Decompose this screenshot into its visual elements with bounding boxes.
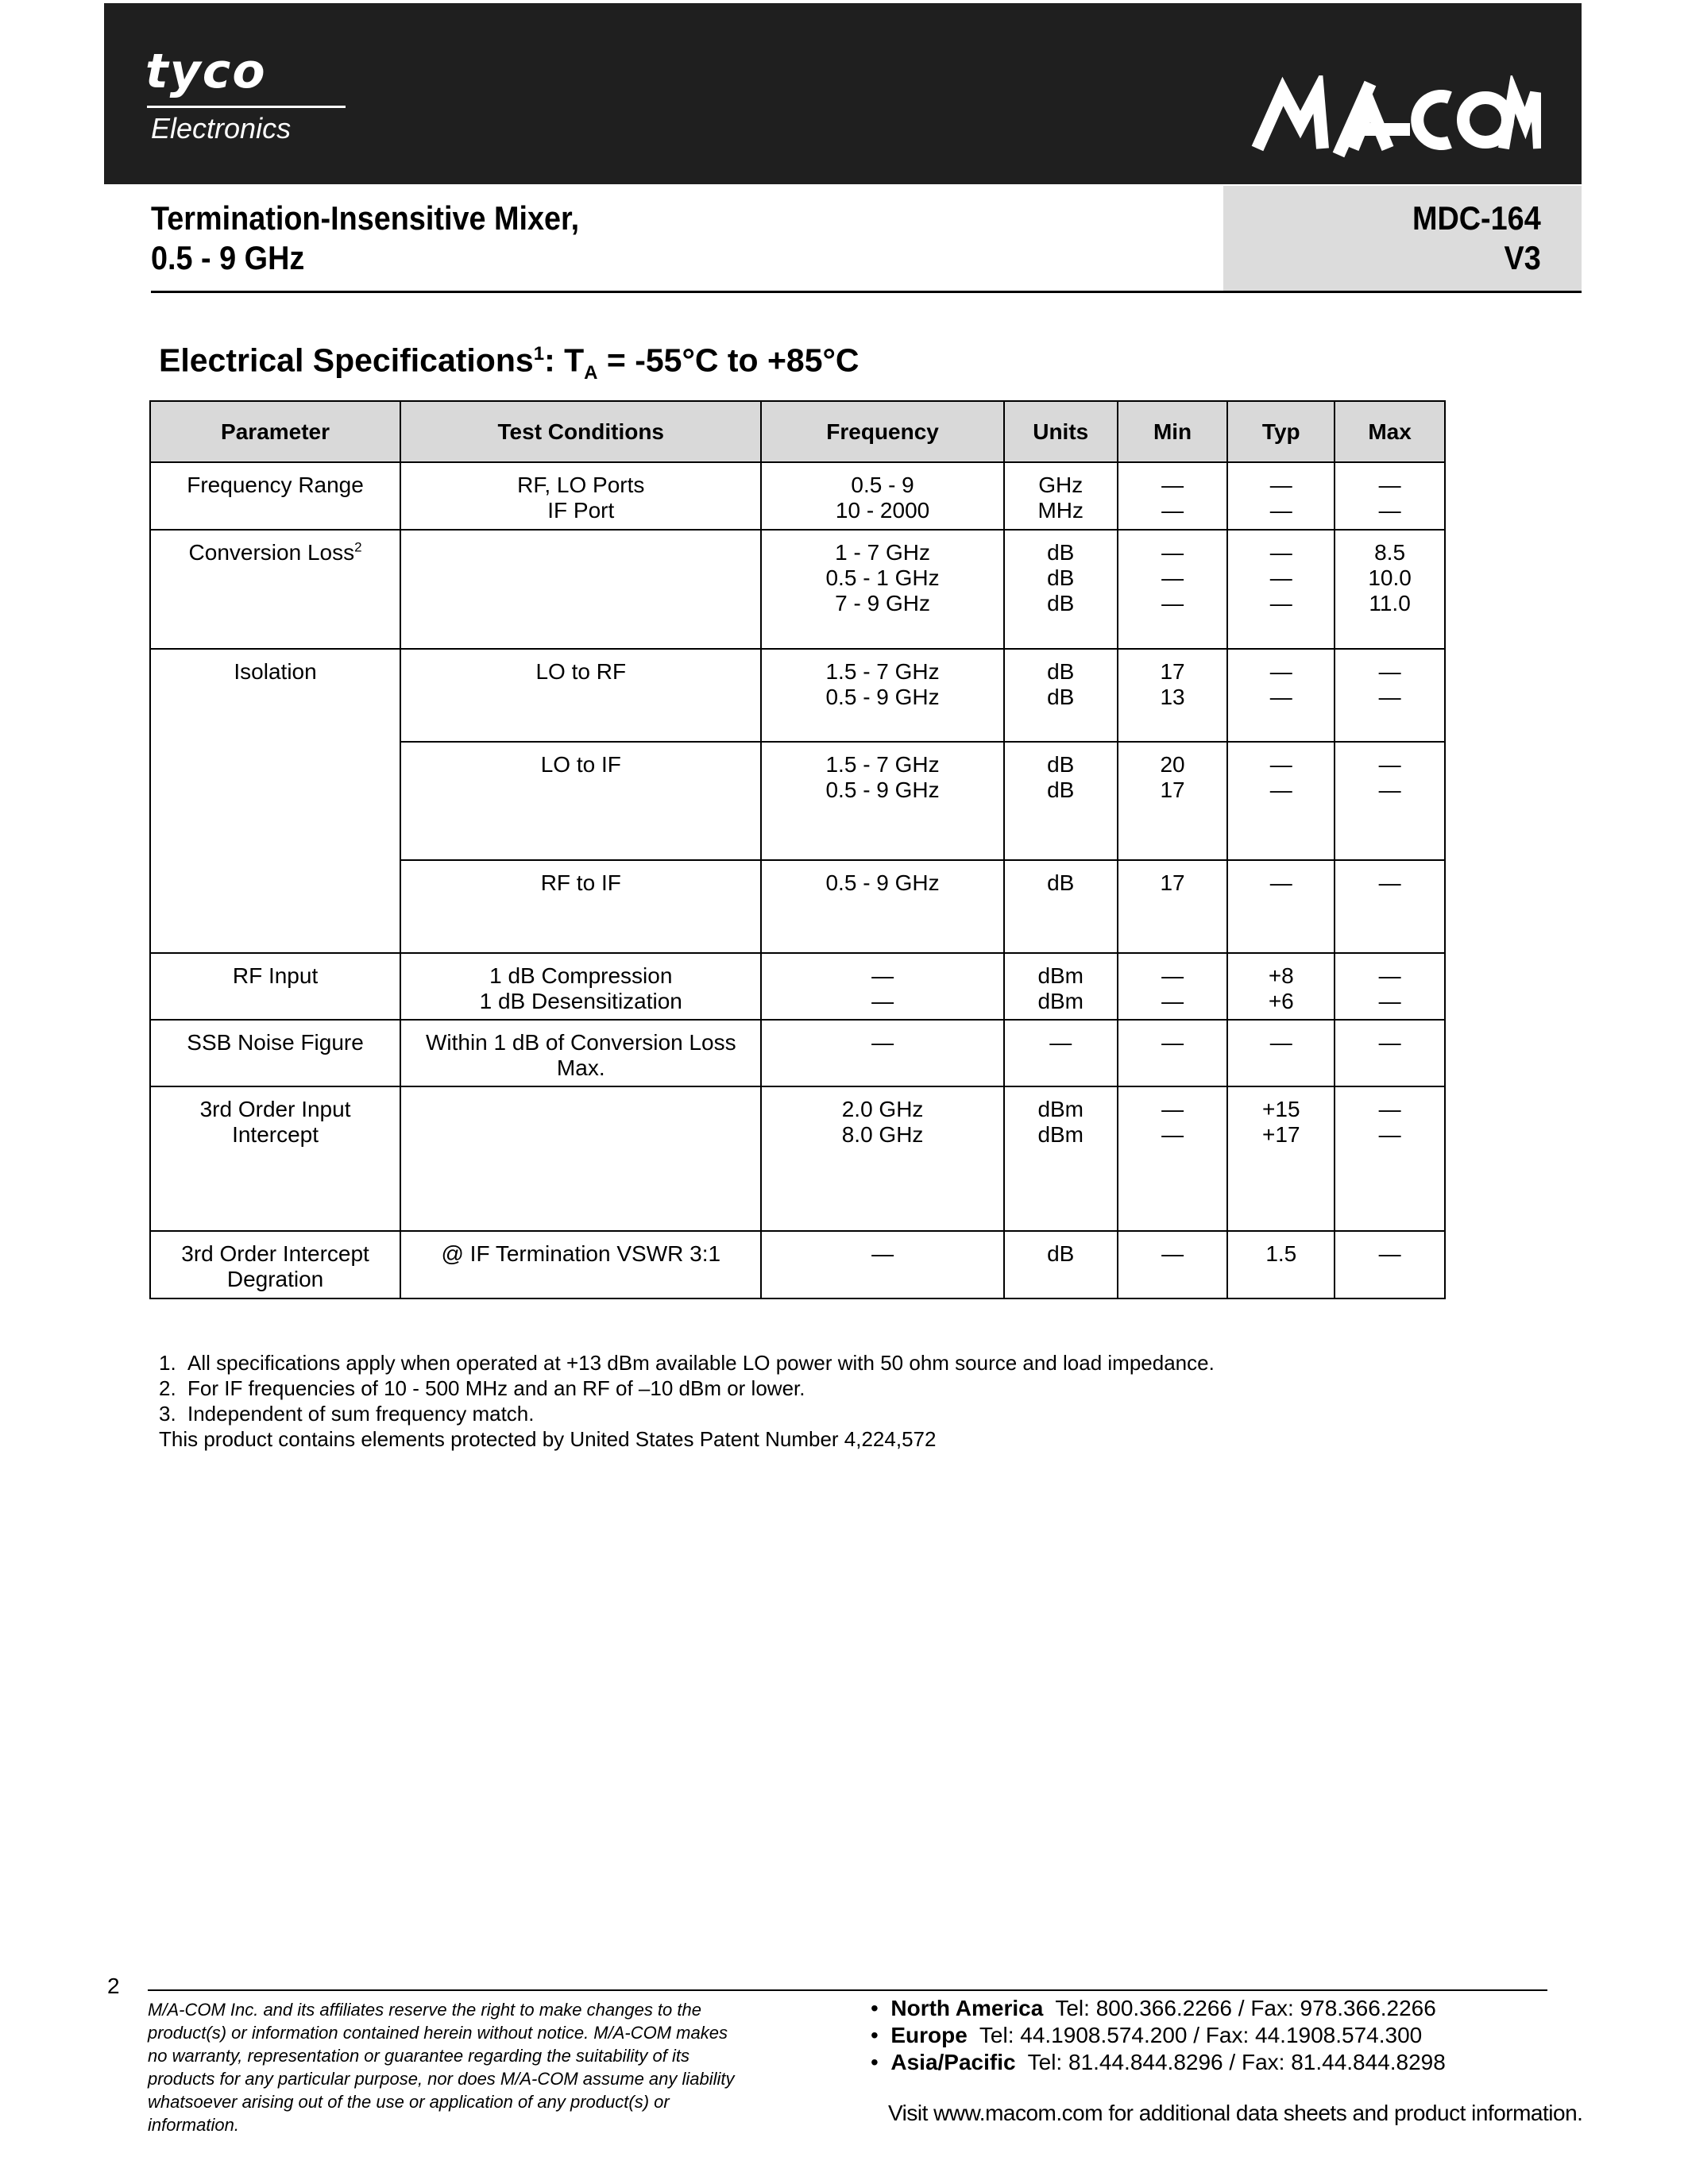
cell-frequency: — — — [761, 953, 1003, 1020]
table-row — [150, 1231, 1445, 1298]
electrical-specs-table — [149, 400, 1446, 1299]
cell-max: — — [1335, 1231, 1445, 1298]
col-header-max: Max — [1335, 401, 1445, 462]
col-header-units: Units — [1004, 401, 1118, 462]
cell-parameter: Frequency Range — [150, 462, 400, 530]
cell-min: — — — — [1118, 530, 1228, 649]
cell-typ: +8 +6 — [1227, 953, 1335, 1020]
footnotes — [159, 1350, 1215, 1452]
part-number-text: MDC-164 — [1412, 199, 1541, 237]
col-header-typ: Typ — [1227, 401, 1335, 462]
footnote-2: 2. For IF frequencies of 10 - 500 MHz and an RF of –10 dBm or lower. — [159, 1376, 805, 1400]
tyco-logo-subtitle: Electronics — [151, 112, 292, 145]
cell-parameter: RF Input — [150, 953, 400, 1020]
spec-heading-footnote: 1 — [533, 343, 545, 365]
cell-typ: — — — [1227, 742, 1335, 860]
col-header-parameter: Parameter — [150, 401, 400, 462]
macom-logo — [1251, 75, 1541, 163]
cell-max: — — [1335, 1020, 1445, 1086]
contact-asia-pacific: • Asia/Pacific Tel: 81.44.844.8296 / Fax: 81.44.844.8298 — [871, 2050, 1446, 2074]
cell-max: — — — [1335, 742, 1445, 860]
table-row — [150, 1020, 1445, 1086]
cell-min: — — — [1118, 462, 1228, 530]
contact-europe: • Europe Tel: 44.1908.574.200 / Fax: 44.1908.574.300 — [871, 2023, 1423, 2047]
table-row — [150, 530, 1445, 649]
cell-frequency: 0.5 - 9 GHz — [761, 860, 1003, 953]
col-header-frequency: Frequency — [761, 401, 1003, 462]
cell-min: 17 13 — [1118, 649, 1228, 742]
cell-max: — — [1335, 860, 1445, 953]
cell-frequency: — — [761, 1231, 1003, 1298]
cell-conditions: Within 1 dB of Conversion Loss Max. — [400, 1020, 761, 1086]
cell-min: — — [1118, 1231, 1228, 1298]
table-row — [150, 1086, 1445, 1231]
cell-min: 20 17 — [1118, 742, 1228, 860]
title-line-2: 0.5 - 9 GHz — [151, 239, 305, 276]
cell-min: 17 — [1118, 860, 1228, 953]
cell-typ: — — [1227, 1020, 1335, 1086]
cell-units: dB — [1004, 1231, 1118, 1298]
cell-conditions — [400, 530, 761, 649]
contact-north-america: • North America Tel: 800.366.2266 / Fax: 978.366.2266 — [871, 1996, 1436, 2020]
cell-conditions: LO to RF — [400, 649, 761, 742]
spec-heading-main: Electrical Specifications — [159, 341, 534, 379]
table-row — [150, 649, 1445, 742]
cell-units: dBm dBm — [1004, 1086, 1118, 1231]
footnote-3: 3. Independent of sum frequency match. — [159, 1402, 535, 1426]
cell-parameter: Conversion Loss$^2$ — [150, 530, 400, 649]
tyco-logo-rule — [147, 106, 346, 108]
cell-units: dBm dBm — [1004, 953, 1118, 1020]
cell-units: — — [1004, 1020, 1118, 1086]
title-divider — [151, 291, 1582, 293]
spec-heading-range: = -55°C to +85°C — [597, 341, 859, 379]
cell-conditions — [400, 1086, 761, 1231]
cell-units: GHz MHz — [1004, 462, 1118, 530]
cell-parameter: Isolation — [150, 649, 400, 953]
website-note: Visit www.macom.com for additional data sheets and product information. — [888, 2101, 1583, 2125]
col-header-min: Min — [1118, 401, 1228, 462]
cell-frequency: 2.0 GHz 8.0 GHz — [761, 1086, 1003, 1231]
spec-heading-colon: : T — [544, 341, 585, 379]
cell-conditions: LO to IF — [400, 742, 761, 860]
cell-units: dB — [1004, 860, 1118, 953]
patent-note: This product contains elements protected by United States Patent Number 4,224,572 — [159, 1427, 937, 1451]
cell-frequency: 1 - 7 GHz 0.5 - 1 GHz 7 - 9 GHz — [761, 530, 1003, 649]
cell-units: dB dB dB — [1004, 530, 1118, 649]
table-row — [150, 462, 1445, 530]
cell-frequency: 1.5 - 7 GHz 0.5 - 9 GHz — [761, 649, 1003, 742]
footer-divider — [148, 1989, 1547, 1991]
cell-frequency: — — [761, 1020, 1003, 1086]
cell-min: — — — [1118, 953, 1228, 1020]
regional-contacts — [871, 1995, 1446, 2076]
cell-conditions: 1 dB Compression 1 dB Desensitization — [400, 953, 761, 1020]
cell-typ: 1.5 — [1227, 1231, 1335, 1298]
cell-frequency: 1.5 - 7 GHz 0.5 - 9 GHz — [761, 742, 1003, 860]
cell-max: — — — [1335, 1086, 1445, 1231]
cell-typ: — — — [1227, 649, 1335, 742]
cell-max: — — — [1335, 462, 1445, 530]
cell-max: — — — [1335, 649, 1445, 742]
document-title — [151, 199, 579, 278]
cell-max: — — — [1335, 953, 1445, 1020]
footnote-1: 1. All specifications apply when operated at +13 dBm available LO power with 50 ohm source and load impedance. — [159, 1351, 1215, 1375]
cell-frequency: 0.5 - 9 10 - 2000 — [761, 462, 1003, 530]
cell-units: dB dB — [1004, 649, 1118, 742]
cell-units: dB dB — [1004, 742, 1118, 860]
tyco-logo: tyco — [145, 44, 267, 99]
cell-typ: — — — — [1227, 530, 1335, 649]
page-number: 2 — [107, 1974, 120, 1998]
cell-typ: +15 +17 — [1227, 1086, 1335, 1231]
cell-parameter: 3rd Order Input Intercept — [150, 1086, 400, 1231]
cell-conditions: @ IF Termination VSWR 3:1 — [400, 1231, 761, 1298]
legal-disclaimer: M/A-COM Inc. and its affiliates reserve the right to make changes to the product(s) or information contained herein without notice. M/A-COM makes no warranty, representation or guarantee regarding the suitability of its products for any particular purpose, nor does M/A-COM assume any liability whatsoever arising out of the use or application of any product(s) or information. — [148, 2000, 735, 2135]
cell-typ: — — — [1227, 462, 1335, 530]
cell-max: 8.5 10.0 11.0 — [1335, 530, 1445, 649]
part-number — [1412, 199, 1541, 278]
cell-conditions: RF to IF — [400, 860, 761, 953]
cell-min: — — — [1118, 1086, 1228, 1231]
table-header-row — [150, 401, 1445, 462]
cell-typ: — — [1227, 860, 1335, 953]
cell-parameter: SSB Noise Figure — [150, 1020, 400, 1086]
title-line-1: Termination-Insensitive Mixer, — [151, 199, 580, 237]
version-text: V3 — [1504, 239, 1541, 276]
col-header-test-conditions: Test Conditions — [400, 401, 761, 462]
cell-conditions: RF, LO Ports IF Port — [400, 462, 761, 530]
table-row — [150, 953, 1445, 1020]
spec-heading — [159, 332, 859, 396]
spec-heading-subscript: A — [584, 361, 598, 384]
cell-parameter: 3rd Order Intercept Degration — [150, 1231, 400, 1298]
cell-min: — — [1118, 1020, 1228, 1086]
